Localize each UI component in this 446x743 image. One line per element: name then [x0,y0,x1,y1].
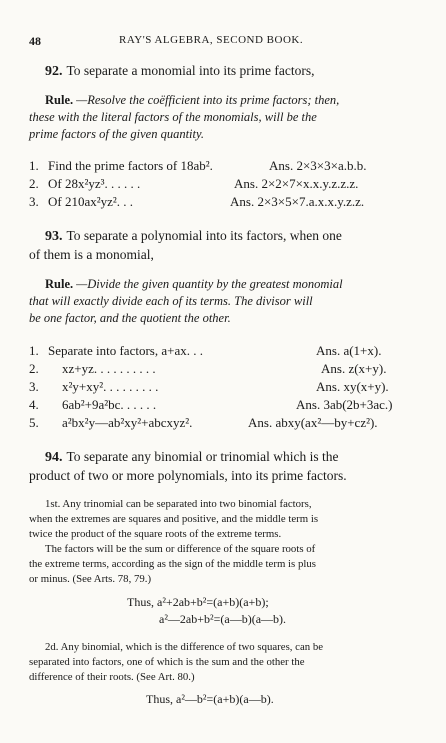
example-number: 3. [29,379,39,394]
paragraph-line: 1st. Any trinomial can be separated into two binomial factors, [45,498,312,510]
example-answer: Ans. z(x+y). [321,361,387,376]
example-answer: Ans. 3ab(2b+3ac.) [296,397,393,412]
section-93-rule [45,276,433,293]
example-formula: Thus, a²—b²=(a+b)(a—b). [146,692,274,706]
example-answer: Ans. abxy(ax²—by+cz²). [248,415,378,430]
example-number: 4. [29,397,39,412]
heading-text: To separate a monomial into its prime factors, [66,63,315,78]
example-answer: Ans. 2×3×3×a.b.b. [269,158,367,173]
section-93-heading [45,228,342,245]
section-93-rule-line [29,310,417,327]
example-answer: Ans. xy(x+y). [316,379,389,394]
paragraph-line: separated into factors, one of which is the sum and the other the [29,656,305,668]
example-row [29,158,39,174]
section-92-rule-line [29,126,417,143]
paragraph-line: twice the product of the square roots of the extreme terms. [29,528,282,540]
section-number: 94. [45,450,63,465]
running-title: RAY'S ALGEBRA, SECOND BOOK. [119,34,304,46]
example-number: 1. [29,343,39,358]
example-question: Of 210ax²yz². . . [48,194,134,209]
heading-text: To separate a polynomial into its factors, when one [66,228,342,243]
rule-label: Rule. [45,93,74,107]
example-question: Separate into factors, a+ax. . . [48,343,203,358]
example-question: x²y+xy². . . . . . . . . [62,379,159,394]
section-92-rule-line [29,109,417,126]
example-number: 2. [29,361,39,376]
example-number: 3. [29,194,39,209]
rule-text: —Resolve the coëfficient into its prime factors; then, [76,93,340,107]
section-94-heading-line: product of two or more polynomials, into its prime factors. [29,468,347,483]
paragraph-line: or minus. (See Arts. 78, 79.) [29,573,152,585]
example-number: 2. [29,176,39,191]
rule-text: that will exactly divide each of its terms. The divisor will [29,294,313,308]
section-93-heading-line: of them is a monomial, [29,247,154,262]
rule-text: prime factors of the given quantity. [29,127,204,141]
example-question: a²bx²y—ab²xy²+abcxyz². [62,415,193,430]
example-formula: a²—2ab+b²=(a—b)(a—b). [159,612,287,626]
section-93-rule-line [29,293,417,310]
paragraph-line: the extreme terms, according as the sign of the middle term is plus [29,558,316,570]
example-answer: Ans. a(1+x). [316,343,382,358]
paragraph-line: 2d. Any binomial, which is the difference of two squares, can be [45,641,324,653]
section-92-heading [45,63,314,80]
rule-text: be one factor, and the quotient the other. [29,311,231,325]
example-answer: Ans. 2×2×7×x.x.y.z.z.z. [234,176,359,191]
paragraph-line: when the extremes are squares and positive, and the middle term is [29,513,319,525]
example-number: 1. [29,158,39,173]
example-formula: Thus, a²+2ab+b²=(a+b)(a+b); [127,595,269,609]
rule-label: Rule. [45,277,74,291]
example-question: Find the prime factors of 18ab². [48,158,213,173]
example-question: Of 28x²yz³. . . . . . [48,176,141,191]
rule-text: —Divide the given quantity by the greatest monomial [76,277,343,291]
section-94-heading [45,449,338,466]
section-92-rule [45,92,433,109]
paragraph-line: The factors will be the sum or difference of the square roots of [45,543,316,555]
example-number: 5. [29,415,39,430]
paragraph-line: difference of their roots. (See Art. 80.) [29,671,195,683]
example-question: xz+yz. . . . . . . . . . [62,361,156,376]
rule-text: these with the literal factors of the monomials, will be the [29,110,317,124]
example-answer: Ans. 2×3×5×7.a.x.x.y.z.z. [230,194,365,209]
page-number: 48 [29,34,41,48]
heading-text: To separate any binomial or trinomial which is the [66,449,339,464]
example-question: 6ab²+9a²bc. . . . . . [62,397,157,412]
section-number: 92. [45,64,63,79]
section-number: 93. [45,229,63,244]
